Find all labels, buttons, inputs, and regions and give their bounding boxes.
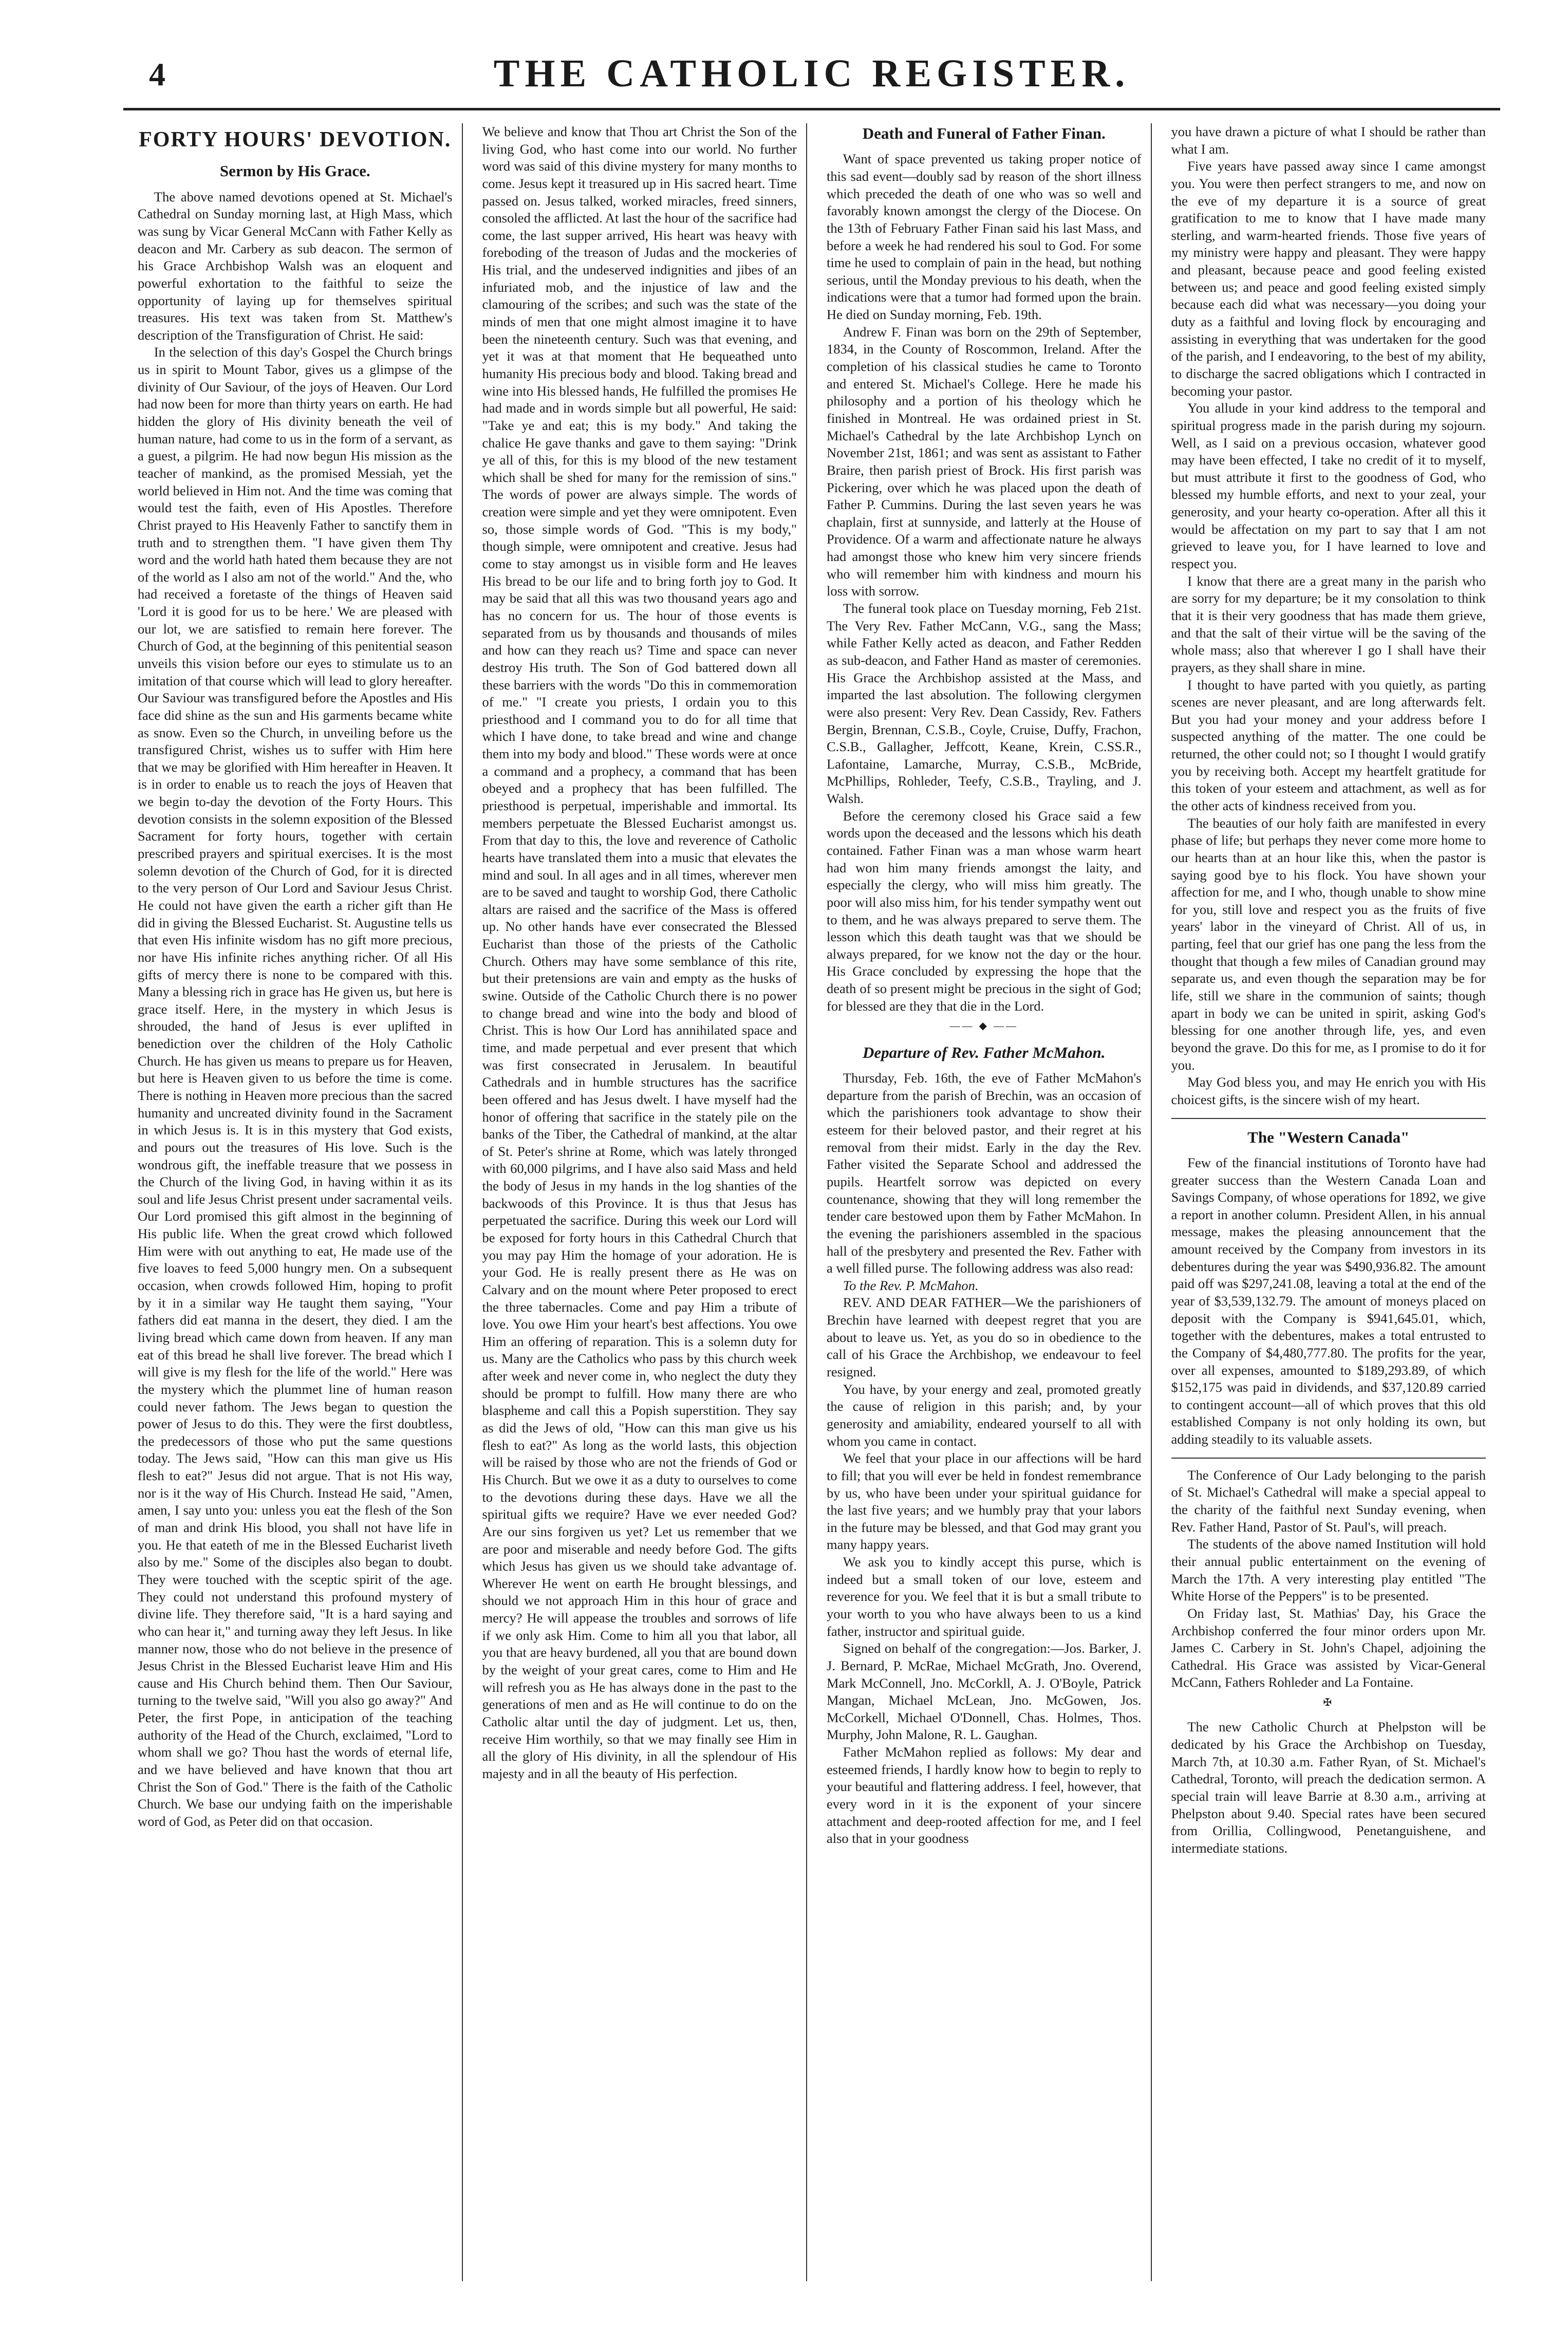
article-paragraph: You have, by your energy and zeal, promoted greatly the cause of religion in this parish; and, by your generosity and amiability, endeared yourself to all with whom you came in contact. [827, 1381, 1142, 1449]
article-headline-western-canada: The "Western Canada" [1247, 1128, 1410, 1146]
section-rule [1171, 1118, 1486, 1119]
notice-paragraph: The new Catholic Church at Phelpston will be dedicated by his Grace the Archbishop on Tuesday, March 7th, at 10.30 a.m. Father Ryan, of St. Michael's Cathedral, Toronto, will preach the dedication sermon. A special train will leave Barrie at 8.30 a.m., arriving at Phelpston about 9.40. Special rates have been secured from Orillia, Collingwood, Penetanguishene, and intermediate stations. [1171, 1719, 1486, 1856]
article-paragraph: you have drawn a picture of what I should be rather than what I am. [1171, 124, 1486, 157]
section-divider: —— ◆ —— [949, 1020, 1018, 1032]
article-paragraph: Five years have passed away since I came amongst you. You were then perfect strangers to me, and now on the eve of my departure it is a source of great gratification to me to know that I have made many sterling, and warm-hearted friends. Those five years of my ministry were happy and pleasant. They were happy and pleasant, because peace and good feeling existed between us; and peace and good feeling existed simply because each did what was necessary—you doing your duty as a faithful and loving flock by encouraging and assisting in everything that was undertaken for the good of the parish, and I endeavoring, to the best of my ability, to discharge the sacred obligations which I contracted in becoming your pastor. [1171, 158, 1486, 399]
notice-paragraph: The students of the above named Institution will hold their annual public entertainment on the evening of March the 17th. A very interesting play entitled "The White Horse of the Peppers" is to be presented. [1171, 1536, 1486, 1604]
article-paragraph: Want of space prevented us taking proper notice of this sad event—doubly sad by reason of the short illness which preceded the death of one who was so well and favorably known amongst the clergy of the Diocese. On the 13th of February Father Finan said his last Mass, and before a week he had rendered his soul to God. For some time he used to complain of pain in the head, but nothing serious, until the Monday previous to his death, when the indications were that a tumor had formed upon the brain. He died on Sunday morning, Feb. 19th. [827, 151, 1142, 323]
article-subhead-sermon: Sermon by His Grace. [219, 162, 370, 180]
article-paragraph: In the selection of this day's Gospel the Church brings us in spirit to Mount Tabor, gives us a glimpse of the divinity of Our Saviour, of the joys of Heaven. Our Lord had now been for more than thirty years on earth. He had hidden the glory of His divinity beneath the veil of human nature, had come to us in the form of a servant, as a guest, a pilgrim. He had now begun His mission as the teacher of mankind, as the promised Messiah, yet the world believed in Him not. And the time was coming that would test the faith, even of His Apostles. Therefore Christ prayed to His Heavenly Father to sanctify them in truth and to strengthen them. "I have given them Thy word and the world hath hated them because they are not of the world as I also am not of the world." And the, who had received a foretaste of the things of Heaven said 'Lord it is good for us to be here.' We are pleased with our lot, we are satisfied to remain here forever. The Church of God, at the beginning of this penitential season unveils this vision before our eyes to stimulate us to an imitation of that course which will lead to glory hereafter. Our Saviour was transfigured before the Apostles and His face did shine as the sun and His garments became white as snow. Even so the Church, in unveiling before us the transfigured Christ, wishes us to suffer with Him here that we may be glorified with Him hereafter in Heaven. It is in order to enable us to reach the joys of Heaven that we begin to-day the devotion of the Forty Hours. This devotion consists in the solemn exposition of the Blessed Sacrament for forty hours, together with certain prescribed prayers and spiritual exercises. It is the most solemn devotion of the Church of God, for it is directed to the very person of Our Lord and Saviour Jesus Christ. He could not have given the earth a richer gift than He did in giving the Blessed Eucharist. St. Augustine tells us that even His infinite wisdom has no gift more precious, nor have His infinite riches anything richer. Of all His gifts of mercy there is none to be compared with this. Many a blessing rich in grace has He given us, but here is grace itself. Here, in the mystery in which Jesus is shrouded, the hand of Jesus is ever uplifted in benediction over the children of the Holy Catholic Church. He has given us means to prepare us for Heaven, but here is Heaven given to us before the time is come. There is nothing in Heaven more precious than the sacred humanity and uncreated divinity found in the Sacrament in which Jesus is. It is in this mystery that God exists, and pours out the treasures of His love. Such is the wondrous gift, the ineffable treasure that we possess in the Church of the living God, in having within it as its soul and life Jesus Christ present under sacramental veils. Our Lord promised this gift almost in the beginning of His public life. When the great crowd which followed Him were with out anything to eat, He made use of the five loaves to feed 5,000 hungry men. On a subsequent occasion, when crowds followed Him, hoping to profit by it in a similar way He taught them saying, "Your fathers did eat manna in the desert, they died. I am the living bread which came down from heaven. If any man eat of this bread he shall live forever. The bread which I will give is my flesh for the life of the world." Here was the mystery which the plummet line of human reason could never fathom. The Jews began to question the power of Jesus to do this. They were the first doubtless, the predecessors of those who put the same questions today. The Jews said, "How can this man give us His flesh to eat?" Jesus did not argue. That is not His way, nor is it the way of His Church. Instead He said, "Amen, amen, I say unto you: unless you eat the flesh of the Son of man and drink His blood, you shall not have life in you. He that eateth of me in the Blessed Eucharist liveth also by me." Some of the disciples also began to doubt. They were touched with the sceptic spirit of the age. They could not understand this profound mystery of divine life. They therefore said, "It is a hard saying and who can hear it," and turning away they left Jesus. In like manner now, those who do not believe in the presence of Jesus Christ in the Blessed Eucharist leave Him and His cause and His Church behind them. Then Our Saviour, turning to the twelve said, "Will you also go away?" And Peter, the first Pope, in anticipation of the teaching authority of the Head of the Church, exclaimed, "Lord to whom shall we go? Thou hast the words of eternal life, and we have believed and have known that thou art Christ the Son of God." There is the faith of the Catholic Church. We base our undying faith on the imperishable word of God, as Peter did on that occasion. [138, 344, 453, 1829]
article-paragraph: We feel that your place in our affections will be hard to fill; that you will ever be held in fondest remembrance by us, who have been under your spiritual guidance for the last five years; and we humbly pray that your labors in the future may be blessed, and that God may grant you many happy years. [827, 1450, 1142, 1553]
column-4 [1162, 123, 1496, 2281]
masthead [123, 31, 1500, 110]
article-paragraph: We ask you to kindly accept this purse, which is indeed but a small token of our love, esteem and reverence for you. We feel that it is but a small tribute to your worth to you who have always been to us a kind father, instructor and spiritual guide. [827, 1554, 1142, 1639]
article-paragraph: You allude in your kind address to the temporal and spiritual progress made in the parish during my sojourn. Well, as I said on a previous occasion, whatever good may have been effected, I take no credit of it to myself, but must attribute it first to the goodness of God, who blessed my humble efforts, and next to your zeal, your generosity, and your hearty co-operation. After all this it would be affectation on my part to say that I am not grieved to leave you, for I have learned to love and respect you. [1171, 400, 1486, 572]
article-paragraph: The above named devotions opened at St. Michael's Cathedral on Sunday morning last, at High Mass, which was sung by Vicar General McCann with Father Kelly as deacon and Mr. Carbery as sub deacon. The sermon of his Grace Archbishop Walsh was an eloquent and powerful exhortation to the faithful to seize the opportunity of laying up for themselves spiritual treasures. His text was taken from St. Matthew's description of the Transfiguration of Christ. He said: [138, 189, 453, 343]
column-1 [128, 123, 463, 2281]
article-paragraph: Few of the financial institutions of Toronto have had greater success than the Western Canada Loan and Savings Company, of whose operations for 1892, we give a report in another column. President Allen, in his annual message, makes the pleasing announcement that the amount received by the Company from investors in its debentures during the year was $490,936.82. The amount paid off was $297,241.08, leaving a total at the end of the year of $3,539,132.79. The amount of moneys placed on deposit with the Company is $941,645.01, which, together with the debentures, makes a total entrusted to the Company of $4,480,777.80. The profits for the year, over all expenses, amounted to $189,293.89, of which $152,175 was paid in dividends, and $37,120.89 carried to contingent account—all of which proves that this old established Company is not only holding its own, but adding steadily to its valuable assets. [1171, 1154, 1486, 1447]
article-paragraph: Andrew F. Finan was born on the 29th of September, 1834, in the County of Roscommon, Ireland. After the completion of his classical studies he came to Toronto and entered St. Michael's College. Here he made his philosophy and a portion of his theology which he finished in Montreal. He was ordained priest in St. Michael's Cathedral by the late Archbishop Lynch on November 21st, 1861; and was sent as assistant to Father Braire, then parish priest of Brock. His first parish was Pickering, over which he was placed upon the death of Father P. Cummins. During the last seven years he was chaplain, first at sunnyside, and latterly at the House of Providence. Of a warm and affectionate nature he always had amongst those who knew him very sincere friends who will remember him with kindness and mourn his loss with sorrow. [827, 324, 1142, 599]
section-rule [1171, 1458, 1486, 1459]
article-paragraph: Father McMahon replied as follows: My dear and esteemed friends, I hardly know how to begin to reply to your beautiful and flattering address. I feel, however, that every word in it is the exponent of your sincere attachment and deep-rooted affection for me, and I feel also that in your goodness [827, 1744, 1142, 1846]
article-paragraph: REV. AND DEAR FATHER—We the parishioners of Brechin have learned with deepest regret that you are about to leave us. Yet, as you do so in obedience to the call of his Grace the Archbishop, we endeavour to feel resigned. [827, 1295, 1142, 1380]
page-number: 4 [149, 56, 165, 92]
notice-paragraph: The Conference of Our Lady belonging to the parish of St. Michael's Cathedral will make a special appeal to the charity of the faithful next Sunday evening, when Rev. Father Hand, Pastor of St. Paul's, will preach. [1171, 1467, 1486, 1535]
article-paragraph: Before the ceremony closed his Grace said a few words upon the deceased and the lessons which his death contained. Father Finan was a man whose warm heart had won him many friends amongst the laity, and especially the clergy, who will miss him greatly. The poor will also miss him, for his tender sympathy went out to them, and he was always prepared to serve them. The lesson which this death taught was that we should be always prepared, for we know not the day or the hour. His Grace concluded by expressing the hope that the death of so present might be precious in the sight of God; for blessed are they that die in the Lord. [827, 808, 1142, 1014]
address-salutation: To the Rev. P. McMahon. [843, 1277, 979, 1293]
article-paragraph: Thursday, Feb. 16th, the eve of Father McMahon's departure from the parish of Brechin, was an occasion of which the parishioners took advantage to show their esteem for their beloved pastor, and their regret at his removal from their midst. Early in the day the Rev. Father visited the Separate School and addressed the pupils. Heartfelt sorrow was depicted on every countenance, showing that they will long remember the tender care bestowed upon them by Father McMahon. In the evening the parishioners assembled in the spacious hall of the presbytery and presented the Rev. Father with a well filled purse. The following address was also read: [827, 1070, 1142, 1276]
section-divider: ✠ [1323, 1697, 1334, 1709]
column-3 [817, 123, 1152, 2281]
column-2 [473, 123, 808, 2281]
article-paragraph: I know that there are a great many in the parish who are sorry for my departure; be it my consolation to think that it is their very goodness that has made them grieve, and that the salt of their virtue will be the saving of the whole mass; also that wherever I go I shall have their prayers, as they shall share in mine. [1171, 573, 1486, 675]
page-columns [128, 123, 1495, 2281]
article-headline-forty-hours: FORTY HOURS' DEVOTION. [139, 128, 452, 152]
article-paragraph: May God bless you, and may He enrich you with His choicest gifts, is the sincere wish of my heart. [1171, 1074, 1486, 1107]
newspaper-title: THE CATHOLIC REGISTER. [493, 52, 1130, 95]
article-paragraph: The funeral took place on Tuesday morning, Feb 21st. The Very Rev. Father McCann, V.G., sang the Mass; while Father Kelly acted as deacon, and Father Redden as sub-deacon, and Father Hand as master of ceremonies. His Grace the Archbishop assisted at the Mass, and imparted the last absolution. The following clergymen were also present: Very Rev. Dean Cassidy, Rev. Fathers Bergin, Brennan, C.S.B., Coyle, Cruise, Duffy, Frachon, C.S.B., Gallagher, Jeffcott, Keane, Krein, C.SS.R., Lafontaine, Lamarche, Murray, C.S.B., McBride, McPhillips, Rohleder, Teefy, C.S.B., Trayling, and J. Walsh. [827, 601, 1142, 807]
article-headline-mcmahon: Departure of Rev. Father McMahon. [863, 1043, 1106, 1061]
article-paragraph: The beauties of our holy faith are manifested in every phase of life; but perhaps they never come more home to our hearts than at an hour like this, when the pastor is saying good bye to his flock. You have shown your affection for me, and I who, though unable to show mine for you, still love and respect you as the fruits of five years' labor in the vineyard of Christ. All of us, in parting, feel that our grief has one pang the less from the thought that though a few miles of Canadian ground may separate us, and even though the separation may be for life, still we share in the communion of saints; though apart in body we can be united in spirit, asking God's blessing for one another through life, yes, and even beyond the grave. Do this for me, as I promise to do it for you. [1171, 815, 1486, 1073]
notice-paragraph: On Friday last, St. Mathias' Day, his Grace the Archbishop conferred the four minor orders upon Mr. James C. Carbery in St. John's Chapel, adjoining the Cathedral. His Grace was assisted by Vicar-General McCann, Fathers Rohleder and La Fontaine. [1171, 1605, 1486, 1690]
article-paragraph: I thought to have parted with you quietly, as parting scenes are never pleasant, and are long afterwards felt. But you had your money and your address before I suspected anything of the matter. The one could be returned, the other could not; so I thought I would gratify you by receiving both. Accept my heartfelt gratitude for this token of your esteem and attachment, as well as for the other acts of kindness received from you. [1171, 677, 1486, 813]
article-headline-finan: Death and Funeral of Father Finan. [862, 124, 1106, 142]
article-paragraph: Signed on behalf of the congregation:—Jos. Barker, J. J. Bernard, P. McRae, Michael McGrath, Jno. Overend, Mark McConnell, Jno. McCorkll, A. J. O'Boyle, Patrick Mangan, Michael McLean, Jno. McGowen, Jos. McCorkell, Michael O'Donnell, Chas. Holmes, Thos. Murphy, John Malone, R. L. Gaughan. [827, 1640, 1142, 1743]
article-paragraph: We believe and know that Thou art Christ the Son of the living God, who hast come into our world. No further word was said of this divine mystery for many months to come. Jesus kept it treasured up in His sacred heart. Time passed on. Jesus talked, worked miracles, freed sinners, consoled the afflicted. At last the hour of the sacrifice had come, the last supper arrived, His heart was heavy with foreboding of the treason of Judas and the mockeries of His trial, and the undeserved indignities and jibes of an infuriated mob, and the injustice of law and the clamouring of the scribes; and such was the state of the minds of men that one might almost imagine it to have been the nineteenth century. Such was that evening, and yet it was at that moment that He bequeathed unto humanity His precious body and blood. Taking bread and wine into His blessed hands, He fulfilled the promises He had made and in words simple but all powerful, He said: "Take ye and eat; this is my body." And taking the chalice He gave thanks and gave to them saying: "Drink ye all of this, for this is my blood of the new testament which shall be shed for many for the remission of sins." The words of power are always simple. The words of creation were simple and yet they were omnipotent. Even so, those simple words of God. "This is my body," though simple, were omnipotent and creative. Jesus had come to stay amongst us in visible form and He leaves His bread to be our life and to bring forth joy to God. It may be said that all this was two thousand years ago and has no concern for us. The hour of those events is separated from us by thousands and thousands of miles and how can they reach us? Time and space can never destroy His truth. The Son of God battered down all these barriers with the words "Do this in commemoration of me." "I create you priests, I ordain you to this priesthood and I command you to do for all time that which I have done, to take bread and wine and change them into my body and blood." These words were at once a command and a prophecy, a command that has been obeyed and a prophecy that has been fulfilled. The priesthood is perpetual, imperishable and immortal. Its members perpetuate the Blessed Eucharist amongst us. From that day to this, the love and reverence of Catholic hearts have translated them into a music that elevates the mind and soul. In all ages and in all times, wherever men are to be saved and taught to worship God, there Catholic altars are raised and the sacrifice of the Mass is offered up. No other hands have ever consecrated the Blessed Eucharist than those of the priests of the Catholic Church. Others may have some semblance of this rite, but their pretensions are vain and empty as the husks of swine. Outside of the Catholic Church there is no power to change bread and wine into the body and blood of Christ. This is how Our Lord has annihilated space and time, and made perpetual and ever present that which was first consecrated in Jerusalem. In beautiful Cathedrals and in humble structures has the sacrifice been offered and has Jesus dwelt. I have myself had the honor of offering that sacrifice in the stately pile on the banks of the Tiber, the Cathedral of mankind, at the altar of St. Peter's shrine at Rome, which was lately thronged with 60,000 pilgrims, and I have also said Mass and held the body of Jesus in my hands in the log shanties of the backwoods of this Province. It is thus that Jesus has perpetuated the sacrifice. During this week our Lord will be exposed for forty hours in this Cathedral Church that you may pay Him the homage of your adoration. He is your God. He is really present there as He was on Calvary and on the mount where Peter proposed to erect the three tabernacles. Come and pay Him a tribute of love. You owe Him your heart's best affections. You owe Him an offering of reparation. This is a solemn duty for us. Many are the Catholics who pass by this church week after week and never come in, who neglect the duty they should be prompt to fulfill. How many there are who blaspheme and call this a Popish superstition. They say as did the Jews of old, "How can this man give us his flesh to eat?" As long as the world lasts, this objection will be raised by those who are not the friends of God or His Church. But we owe it as a duty to ourselves to come to the devotions during these days. Have we all the spiritual gifts we require? Have we ever needed God? Are our sins forgiven us yet? Let us remember that we are poor and miserable and needy before God. The gifts which Jesus has given us we should take advantage of. Wherever He went on earth He brought blessings, and should we not approach Him in this hour of grace and mercy? He will appease the troubles and sorrows of life if we only ask Him. Come to him all you that labor, all you that are heavy burdened, all you that are bound down by the weight of your great cares, come to Him and He will refresh you as He has always done in the past to the generations of men and as He will continue to do on the Catholic altar until the day of judgment. Let us, then, receive Him worthily, so that we may finally see Him in all the glory of His divinity, in all the splendour of His majesty and in all the beauty of His perfection. [482, 124, 797, 1781]
